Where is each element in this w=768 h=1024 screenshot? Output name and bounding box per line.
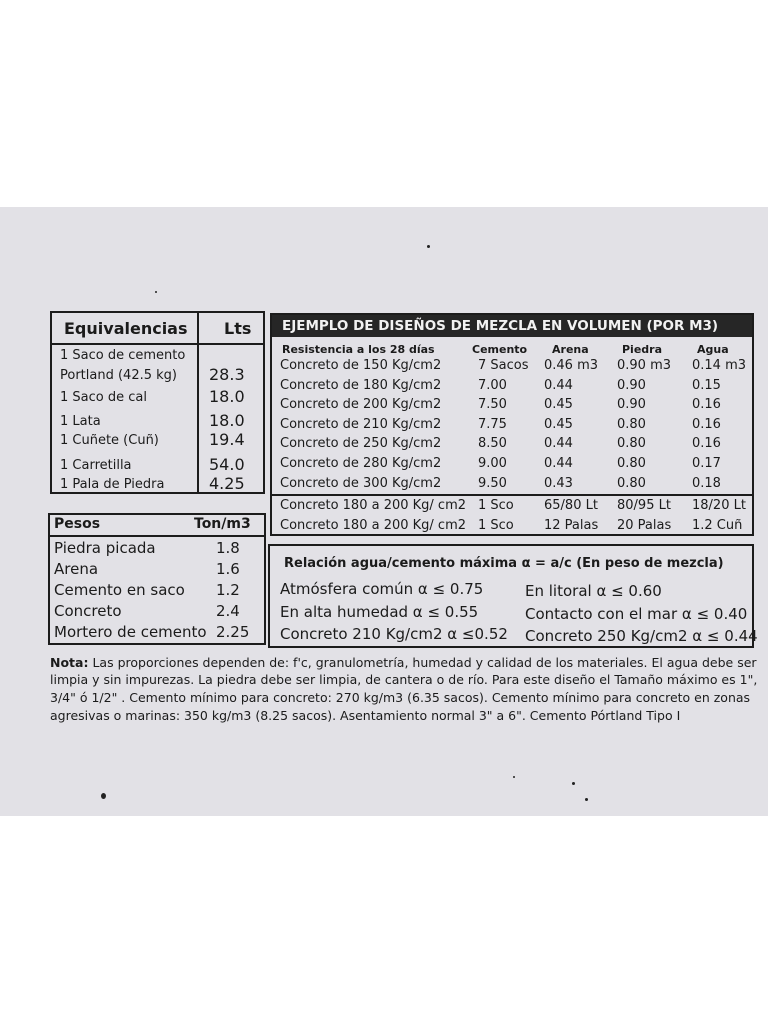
pesos-header bbox=[50, 515, 264, 537]
mezcla-cell-resistencia: Concreto de 300 Kg/cm2 bbox=[280, 475, 442, 491]
peso-value: 2.25 bbox=[216, 623, 250, 641]
peso-label: Arena bbox=[54, 560, 99, 578]
column-divider bbox=[197, 313, 199, 492]
equivalencia-value: 4.25 bbox=[209, 474, 245, 493]
equivalencia-label: Portland (42.5 kg) bbox=[60, 368, 177, 383]
relacion-item: Contacto con el mar α ≤ 0.40 bbox=[525, 605, 748, 623]
mezcla-cell-arena: 0.44 bbox=[544, 456, 573, 471]
mezcla-cell-cemento: 8.50 bbox=[478, 436, 507, 452]
mezcla-cell-piedra: 0.90 bbox=[617, 377, 646, 393]
mezcla-cell-arena: 0.44 bbox=[544, 377, 573, 393]
mezcla-cell-cemento: 7.75 bbox=[478, 416, 507, 432]
mezcla-cell-agua: 18/20 Lt bbox=[692, 498, 746, 514]
equivalencias-table bbox=[50, 311, 265, 494]
mezcla-cell-cemento: 7 Sacos bbox=[478, 358, 529, 373]
speck bbox=[155, 291, 157, 293]
mezcla-cell-cemento: 1 Sco bbox=[478, 517, 514, 533]
mezcla-cell-arena: 0.46 m3 bbox=[544, 358, 599, 373]
column-header-agua: Agua bbox=[697, 343, 729, 356]
pesos-unit: Ton/m3 bbox=[194, 516, 251, 532]
equivalencia-value: 28.3 bbox=[209, 365, 245, 384]
column-header-arena: Arena bbox=[552, 343, 589, 356]
mezcla-cell-agua: 1.2 Cuñ bbox=[692, 517, 743, 533]
mezcla-cell-resistencia: Concreto de 210 Kg/cm2 bbox=[280, 416, 442, 432]
mezcla-cell-agua: 0.16 bbox=[692, 397, 721, 413]
speck bbox=[101, 793, 106, 799]
mezcla-cell-agua: 0.16 bbox=[692, 436, 721, 452]
relacion-box bbox=[268, 544, 758, 648]
mezcla-cell-arena: 0.45 bbox=[544, 416, 573, 432]
mezcla-cell-agua: 0.14 m3 bbox=[692, 358, 747, 373]
mezcla-cell-piedra: 0.90 bbox=[617, 397, 646, 413]
mezcla-cell-resistencia: Concreto de 280 Kg/cm2 bbox=[280, 456, 442, 471]
speck bbox=[572, 782, 575, 785]
relacion-item: Concreto 210 Kg/cm2 α ≤0.52 bbox=[280, 625, 508, 643]
mezcla-cell-agua: 0.18 bbox=[692, 475, 721, 491]
mezcla-cell-piedra: 0.80 bbox=[617, 475, 646, 491]
mezcla-cell-resistencia: Concreto 180 a 200 Kg/ cm2 bbox=[280, 498, 467, 514]
equivalencia-label: 1 Pala de Piedra bbox=[60, 477, 165, 492]
equivalencia-value: 18.0 bbox=[209, 411, 245, 430]
mezcla-cell-resistencia: Concreto de 150 Kg/cm2 bbox=[280, 358, 442, 373]
mezcla-cell-piedra: 0.90 m3 bbox=[617, 358, 672, 373]
mezcla-cell-resistencia: Concreto de 180 Kg/cm2 bbox=[280, 377, 442, 393]
peso-label: Mortero de cemento bbox=[54, 623, 207, 641]
column-header-piedra: Piedra bbox=[622, 343, 663, 356]
mezcla-cell-arena: 65/80 Lt bbox=[544, 498, 598, 514]
relacion-item: Concreto 250 Kg/cm2 α ≤ 0.44 bbox=[525, 627, 758, 645]
equivalencia-label: 1 Carretilla bbox=[60, 458, 132, 473]
column-header-resistencia: Resistencia a los 28 días bbox=[282, 343, 435, 356]
equivalencias-header bbox=[52, 313, 263, 345]
mezcla-cell-piedra: 0.80 bbox=[617, 456, 646, 471]
peso-label: Cemento en saco bbox=[54, 581, 185, 599]
equivalencia-label: 1 Saco de cemento bbox=[60, 348, 186, 363]
equivalencia-value: 18.0 bbox=[209, 387, 245, 406]
mezcla-cell-cemento: 7.00 bbox=[478, 377, 507, 393]
equivalencias-title: Equivalencias bbox=[64, 319, 188, 338]
mezcla-title: EJEMPLO DE DISEÑOS DE MEZCLA EN VOLUMEN (POR M3) bbox=[272, 315, 752, 337]
pesos-title: Pesos bbox=[54, 516, 101, 532]
relacion-item: En alta humedad α ≤ 0.55 bbox=[280, 603, 479, 621]
column-header-cemento: Cemento bbox=[472, 343, 528, 356]
speck bbox=[585, 798, 588, 801]
mezcla-table bbox=[270, 313, 754, 536]
relacion-item: Atmósfera común α ≤ 0.75 bbox=[280, 580, 484, 598]
mezcla-cell-resistencia: Concreto de 250 Kg/cm2 bbox=[280, 436, 442, 452]
pesos-table bbox=[48, 513, 266, 645]
equivalencia-label: 1 Saco de cal bbox=[60, 390, 147, 405]
nota-line: 3/4" ó 1/2" . Cemento mínimo para concreto: 270 kg/m3 (6.35 sacos). Cemento mínimo para concreto en zonas bbox=[50, 690, 751, 705]
mezcla-cell-cemento: 7.50 bbox=[478, 397, 507, 413]
mezcla-cell-piedra: 0.80 bbox=[617, 436, 646, 452]
nota-text: Las proporciones dependen de: f'c, granulometría, humedad y calidad de los materiales. El agua debe ser bbox=[92, 655, 757, 670]
equivalencia-label: 1 Lata bbox=[60, 414, 101, 429]
mezcla-cell-cemento: 1 Sco bbox=[478, 498, 514, 514]
speck bbox=[427, 245, 430, 248]
peso-value: 1.8 bbox=[216, 539, 240, 557]
speck bbox=[513, 776, 515, 778]
nota-line: limpia y sin impurezas. La piedra debe ser limpia, de cantera o de río. Para este diseño el Tamaño máximo es 1", bbox=[50, 672, 758, 687]
equivalencia-label: 1 Cuñete (Cuñ) bbox=[60, 433, 159, 448]
mezcla-cell-arena: 12 Palas bbox=[544, 517, 599, 533]
peso-value: 1.6 bbox=[216, 560, 240, 578]
mezcla-cell-piedra: 80/95 Lt bbox=[617, 498, 671, 514]
relacion-title: Relación agua/cemento máxima α = a/c (En peso de mezcla) bbox=[284, 556, 724, 571]
mezcla-cell-resistencia: Concreto 180 a 200 Kg/ cm2 bbox=[280, 517, 467, 533]
row-divider bbox=[272, 494, 752, 496]
nota-line: agresivas o marinas: 350 kg/m3 (8.25 sacos). Asentamiento normal 3" a 6". Cemento Pórtland Tipo I bbox=[50, 708, 681, 723]
mezcla-cell-arena: 0.43 bbox=[544, 475, 573, 491]
nota-label: Nota: bbox=[50, 655, 89, 670]
peso-label: Piedra picada bbox=[54, 539, 156, 557]
mezcla-cell-resistencia: Concreto de 200 Kg/cm2 bbox=[280, 397, 442, 413]
relacion-item: En litoral α ≤ 0.60 bbox=[525, 582, 662, 600]
equivalencias-unit: Lts bbox=[224, 319, 252, 338]
mezcla-cell-agua: 0.15 bbox=[692, 377, 721, 393]
mezcla-cell-cemento: 9.00 bbox=[478, 456, 507, 471]
equivalencia-value: 54.0 bbox=[209, 455, 245, 474]
peso-value: 2.4 bbox=[216, 602, 240, 620]
mezcla-cell-piedra: 0.80 bbox=[617, 416, 646, 432]
mezcla-cell-piedra: 20 Palas bbox=[617, 517, 672, 533]
peso-label: Concreto bbox=[54, 602, 122, 620]
nota-line bbox=[50, 655, 757, 670]
mezcla-cell-cemento: 9.50 bbox=[478, 475, 507, 491]
equivalencia-value: 19.4 bbox=[209, 430, 245, 449]
mezcla-cell-agua: 0.16 bbox=[692, 416, 721, 432]
mezcla-cell-agua: 0.17 bbox=[692, 456, 721, 471]
peso-value: 1.2 bbox=[216, 581, 240, 599]
mezcla-cell-arena: 0.44 bbox=[544, 436, 573, 452]
mezcla-cell-arena: 0.45 bbox=[544, 397, 573, 413]
